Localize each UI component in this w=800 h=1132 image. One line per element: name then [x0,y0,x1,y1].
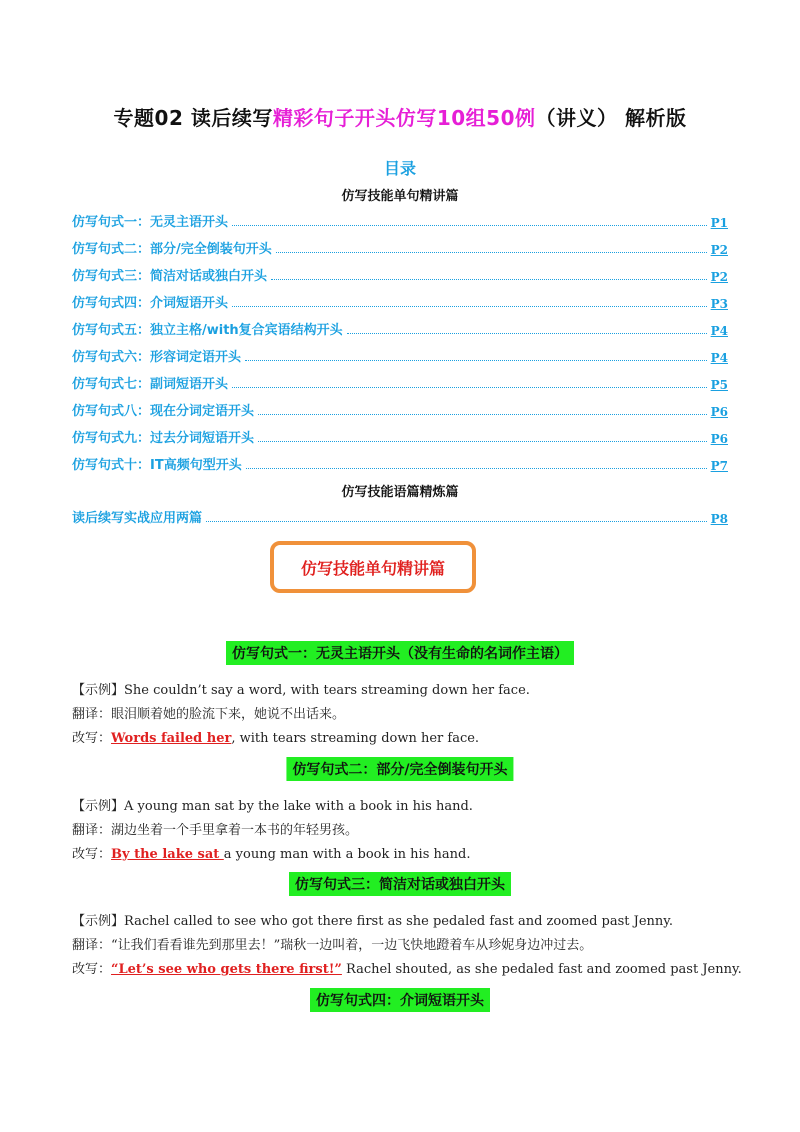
toc-section1-heading: 仿写技能单句精讲篇 [341,189,459,204]
toc-item[interactable] [72,235,728,257]
toc-item-page[interactable]: P2 [710,270,728,284]
translation-text: 湖边坐着一个手里拿着一本书的年轻男孩。 [111,823,359,838]
translation-tag: 翻译： [72,823,112,838]
translation-line [72,934,592,953]
toc-item[interactable] [72,424,728,446]
translation-tag: 翻译： [72,707,112,722]
example-text: A young man sat by the lake with a book in his hand. [124,799,473,814]
translation-text: “让我们看看谁先到那里去！”瑞秋一边叫着，一边飞快地蹬着车从珍妮身边冲过去。 [111,938,593,953]
translation-line [72,703,345,722]
rewrite-tag: 改写： [72,962,112,977]
toc-item[interactable] [72,370,728,392]
rewrite-highlight: “Let’s see who gets there first!” [111,962,342,977]
translation-line [72,819,358,838]
toc-item-label: 读后续写实战应用两篇 [72,511,203,526]
example-text: Rachel called to see who got there first as she pedaled fast and zoomed past Jenny. [124,914,674,929]
leader-dots [232,224,707,226]
toc-item[interactable] [72,451,728,473]
rewrite-tag: 改写： [72,731,112,746]
toc-item-page[interactable]: P5 [710,378,728,392]
leader-dots [245,359,707,361]
leader-dots [232,305,707,307]
section-banner: 仿写技能单句精讲篇 [270,541,476,593]
leader-dots [347,332,707,334]
example-tag: 【示例】 [72,914,125,929]
leader-dots [258,413,707,415]
example-tag: 【示例】 [72,683,125,698]
toc-item[interactable] [72,289,728,311]
translation-text: 眼泪顺着她的脸流下来，她说不出话来。 [111,707,346,722]
toc-item-page[interactable]: P6 [710,405,728,419]
leader-dots [206,520,707,522]
rewrite-line [72,958,742,977]
rewrite-line [72,727,479,746]
leader-dots [246,467,707,469]
section-heading: 仿写句式四：介词短语开头 [310,988,490,1012]
toc-item-page[interactable]: P1 [710,216,728,230]
rewrite-tag: 改写： [72,847,112,862]
toc-item[interactable] [72,343,728,365]
toc-item-page[interactable]: P4 [710,324,728,338]
section-heading: 仿写句式二：部分/完全倒装句开头 [286,757,513,781]
rewrite-line [72,843,470,862]
toc-item-label: 仿写句式三：简洁对话或独白开头 [72,269,268,284]
toc-item-label: 仿写句式八：现在分词定语开头 [72,404,255,419]
title-prefix: 专题02 读后续写 [113,106,273,130]
toc-item-label: 仿写句式九：过去分词短语开头 [72,431,255,446]
toc-item-label: 仿写句式七：副词短语开头 [72,377,229,392]
toc-item[interactable] [72,208,728,230]
toc-item-page[interactable]: P8 [710,512,728,526]
leader-dots [258,440,707,442]
toc-item-label: 仿写句式二：部分/完全倒装句开头 [72,242,272,257]
leader-dots [276,251,707,253]
toc-item[interactable] [72,262,728,284]
toc-item-page[interactable]: P2 [710,243,728,257]
toc-item-page[interactable]: P3 [710,297,728,311]
toc-item-page[interactable]: P7 [710,459,728,473]
example-line [72,795,473,814]
toc-item[interactable] [72,316,728,338]
example-text: She couldn’t say a word, with tears streaming down her face. [124,683,530,698]
rewrite-highlight: By the lake sat [111,847,224,862]
toc-section2-heading: 仿写技能语篇精炼篇 [341,485,459,500]
toc-item-label: 仿写句式六：形容词定语开头 [72,350,242,365]
toc-item-label: 仿写句式四：介词短语开头 [72,296,229,311]
rewrite-text: Rachel shouted, as she pedaled fast and zoomed past Jenny. [341,962,742,977]
section-heading: 仿写句式三：简洁对话或独白开头 [289,872,511,896]
leader-dots [271,278,707,280]
rewrite-text: , with tears streaming down her face. [231,731,480,746]
example-line [72,679,530,698]
toc-item[interactable] [72,397,728,419]
translation-tag: 翻译： [72,938,112,953]
section-heading: 仿写句式一：无灵主语开头（没有生命的名词作主语） [226,641,574,665]
toc-item-label: 仿写句式一：无灵主语开头 [72,215,229,230]
title-suffix: （讲义） 解析版 [535,106,687,130]
rewrite-highlight: Words failed her [111,731,232,746]
rewrite-text: a young man with a book in his hand. [223,847,471,862]
leader-dots [232,386,707,388]
example-tag: 【示例】 [72,799,125,814]
toc-item-page[interactable]: P6 [710,432,728,446]
document-title [0,102,800,131]
title-highlight: 精彩句子开头仿写10组50例 [272,106,536,130]
toc-item[interactable] [72,504,728,526]
toc-item-page[interactable]: P4 [710,351,728,365]
toc-item-label: 仿写句式五：独立主格/with复合宾语结构开头 [72,323,343,338]
example-line [72,910,673,929]
toc-item-label: 仿写句式十：IT高频句型开头 [72,458,242,473]
toc-heading: 目录 [383,159,416,178]
